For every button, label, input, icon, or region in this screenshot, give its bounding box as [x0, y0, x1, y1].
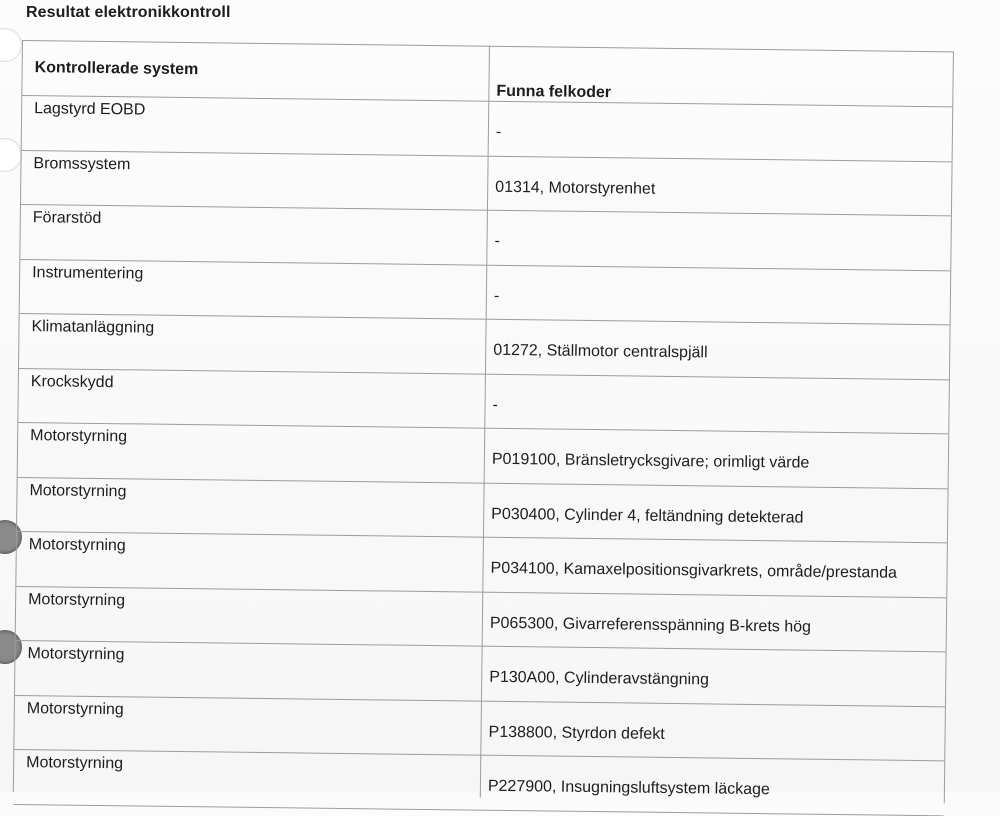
system-cell: Bromssystem: [33, 154, 131, 173]
system-cell: Motorstyrning: [28, 590, 126, 609]
punch-hole: [0, 138, 22, 172]
table-body: [14, 96, 953, 816]
table-row: [14, 750, 945, 816]
fault-code-cell: 01314, Motorstyrenhet: [495, 178, 656, 198]
system-cell: Motorstyrning: [28, 536, 126, 555]
header-codes: Funna felkoder: [496, 82, 612, 102]
system-cell: Instrumentering: [32, 263, 144, 282]
system-cell: Motorstyrning: [27, 645, 125, 664]
system-cell: Motorstyrning: [26, 699, 124, 718]
fault-code-cell: P138800, Styrdon defekt: [488, 723, 665, 743]
system-cell: Krockskydd: [30, 372, 114, 391]
fault-code-cell: -: [495, 123, 502, 141]
fault-code-cell: P065300, Givarreferensspänning B-krets hög: [489, 614, 812, 636]
system-cell: Förarstöd: [32, 209, 102, 227]
fault-code-cell: P130A00, Cylinderavstängning: [489, 668, 710, 689]
fault-code-cell: P019100, Bränsletrycksgivare; orimligt värde: [491, 450, 810, 472]
fault-code-cell: P227900, Insugningsluftsystem läckage: [487, 777, 770, 799]
punch-hole: [0, 28, 22, 62]
results-table: [13, 40, 954, 803]
fault-code-cell: -: [494, 232, 501, 250]
fault-code-cell: 01272, Ställmotor centralspjäll: [493, 341, 708, 362]
system-cell: Klimatanläggning: [31, 318, 155, 337]
fault-code-cell: P034100, Kamaxelpositionsgivarkrets, område/prestanda: [490, 559, 898, 582]
header-system: Kontrollerade system: [34, 59, 199, 79]
fault-code-cell: -: [493, 287, 500, 305]
system-cell: Motorstyrning: [29, 481, 127, 500]
system-cell: Lagstyrd EOBD: [34, 100, 146, 119]
fault-code-cell: -: [492, 396, 499, 414]
fault-code-cell: P030400, Cylinder 4, feltändning detekterad: [491, 505, 804, 527]
system-cell: Motorstyrning: [26, 754, 124, 773]
system-cell: Motorstyrning: [30, 427, 128, 446]
page-title: Resultat elektronikkontroll: [26, 4, 231, 21]
